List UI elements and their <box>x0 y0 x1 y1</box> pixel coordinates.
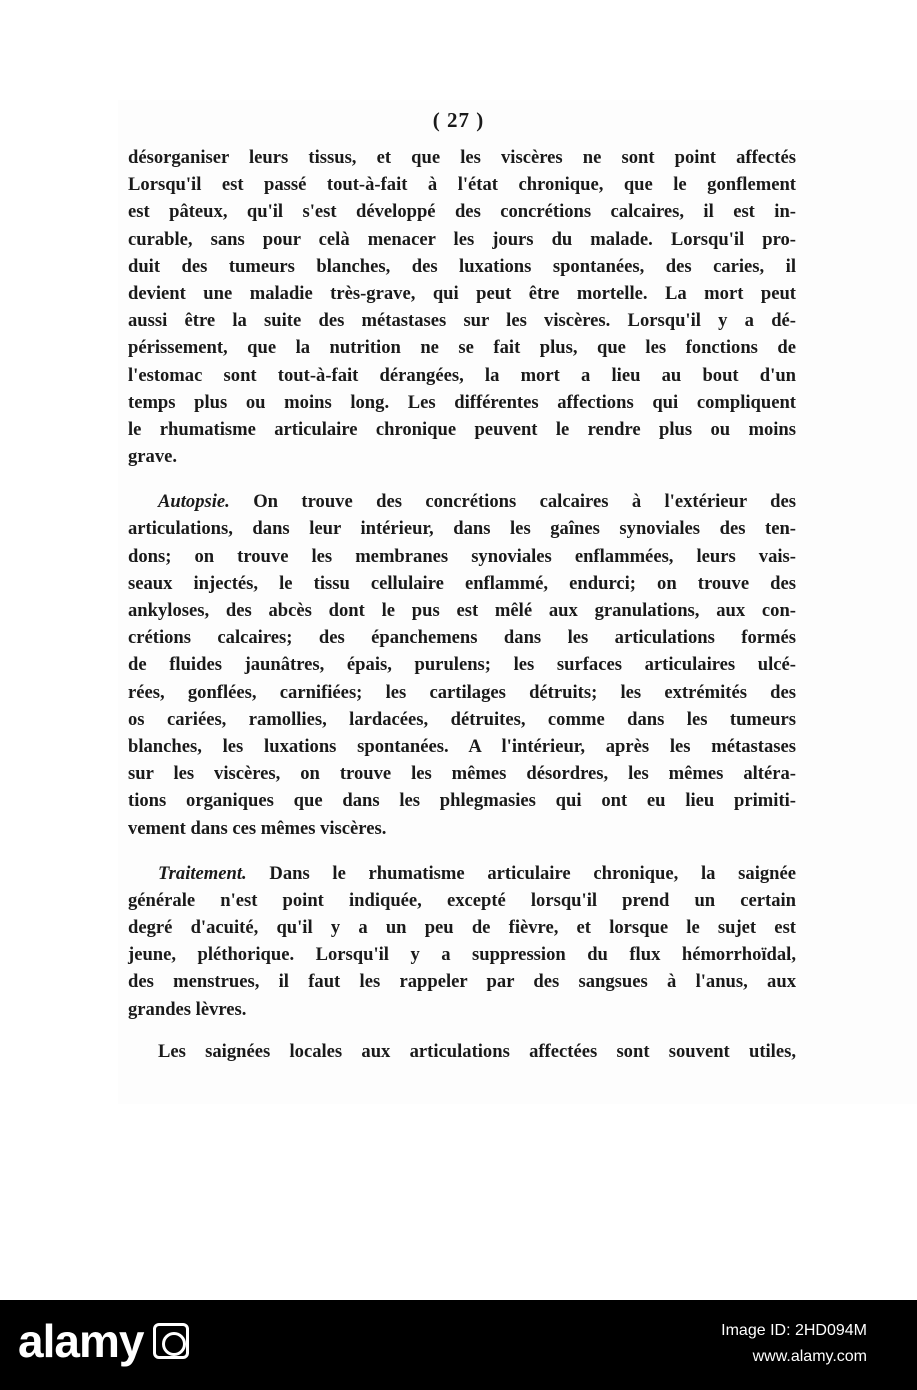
text-line: aussi être la suite des métastases sur les viscères. Lorsqu'il y a dé- <box>128 310 796 332</box>
text-line: grave. <box>128 446 178 468</box>
text-line: Lorsqu'il est passé tout-à-fait à l'état chronique, que le gonflement <box>128 174 796 196</box>
text-line: périssement, que la nutrition ne se fait plus, que les fonctions de <box>128 337 796 359</box>
text-line: articulations, dans leur intérieur, dans les gaînes synoviales des ten- <box>128 518 796 540</box>
image-id: Image ID: 2HD094M <box>721 1322 867 1339</box>
text-line: grandes lèvres. <box>128 998 247 1020</box>
text-line: l'estomac sont tout-à-fait dérangées, la mort a lieu au bout d'un <box>128 364 796 386</box>
text-line: de fluides jaunâtres, épais, purulens; les surfaces articulaires ulcé- <box>128 654 796 676</box>
text-line: curable, sans pour celà menacer les jours du malade. Lorsqu'il pro- <box>128 228 796 250</box>
text-line: jeune, pléthorique. Lorsqu'il y a suppression du flux hémorrhoïdal, <box>128 944 796 966</box>
page-number: ( 27 ) <box>432 108 485 132</box>
text-line: des menstrues, il faut les rappeler par des sangsues à l'anus, aux <box>128 971 796 993</box>
autopsie-first-line <box>128 488 796 515</box>
body-text <box>128 144 796 1065</box>
text-line: os cariées, ramollies, lardacées, détruites, comme dans les tumeurs <box>128 708 796 730</box>
text-line: tions organiques que dans les phlegmasies qui ont eu lieu primiti- <box>128 790 796 812</box>
traitement-first-line <box>128 860 796 887</box>
text-line: blanches, les luxations spontanées. A l'intérieur, après les métastases <box>128 735 796 757</box>
text-line: le rhumatisme articulaire chronique peuvent le rendre plus ou moins <box>128 418 796 440</box>
text-line: désorganiser leurs tissus, et que les viscères ne sont point affectés <box>128 147 796 168</box>
text-line: ankyloses, des abcès dont le pus est mêlé aux granulations, aux con- <box>128 600 796 621</box>
text-line: vement dans ces mêmes viscères. <box>128 817 387 839</box>
autopsie-first-text: On trouve des concrétions calcaires à l'extérieur des <box>253 491 796 513</box>
traitement-first-text: Dans le rhumatisme articulaire chronique, la saignée <box>269 862 797 884</box>
text-line: seaux injectés, le tissu cellulaire enflammé, endurci; on trouve des <box>128 572 796 594</box>
text-line: devient une maladie très-grave, qui peut être mortelle. La mort peut <box>128 282 796 304</box>
text-line: degré d'acuité, qu'il y a un peu de fièvre, et lorsque le sujet est <box>128 917 796 939</box>
text-line: crétions calcaires; des épanchemens dans les articulations formés <box>128 627 796 649</box>
text-line: rées, gonflées, carnifiées; les cartilages détruits; les extrémités des <box>128 681 796 703</box>
alamy-logo <box>18 1314 189 1368</box>
text-line: sur les viscères, on trouve les mêmes désordres, les mêmes altéra- <box>128 763 796 785</box>
watermark-footer <box>0 1300 917 1390</box>
text-line: duit des tumeurs blanches, des luxations spontanées, des caries, il <box>128 255 796 277</box>
text-line: est pâteux, qu'il s'est développé des concrétions calcaires, il est in- <box>128 201 796 223</box>
text-line: générale n'est point indiquée, excepté lorsqu'il prend un certain <box>128 889 796 911</box>
section-lead-traitement: Traitement. <box>158 862 247 884</box>
camera-mark-icon <box>153 1323 189 1359</box>
logo-text: alamy <box>18 1315 144 1367</box>
site-url: www.alamy.com <box>752 1348 867 1365</box>
text-line: Les saignées locales aux articulations affectées sont souvent utiles, <box>158 1040 796 1062</box>
text-line: dons; on trouve les membranes synoviales enflammées, leurs vais- <box>128 545 796 567</box>
text-line: temps plus ou moins long. Les différentes affections qui compliquent <box>128 391 796 413</box>
section-lead-autopsie: Autopsie. <box>158 491 230 513</box>
